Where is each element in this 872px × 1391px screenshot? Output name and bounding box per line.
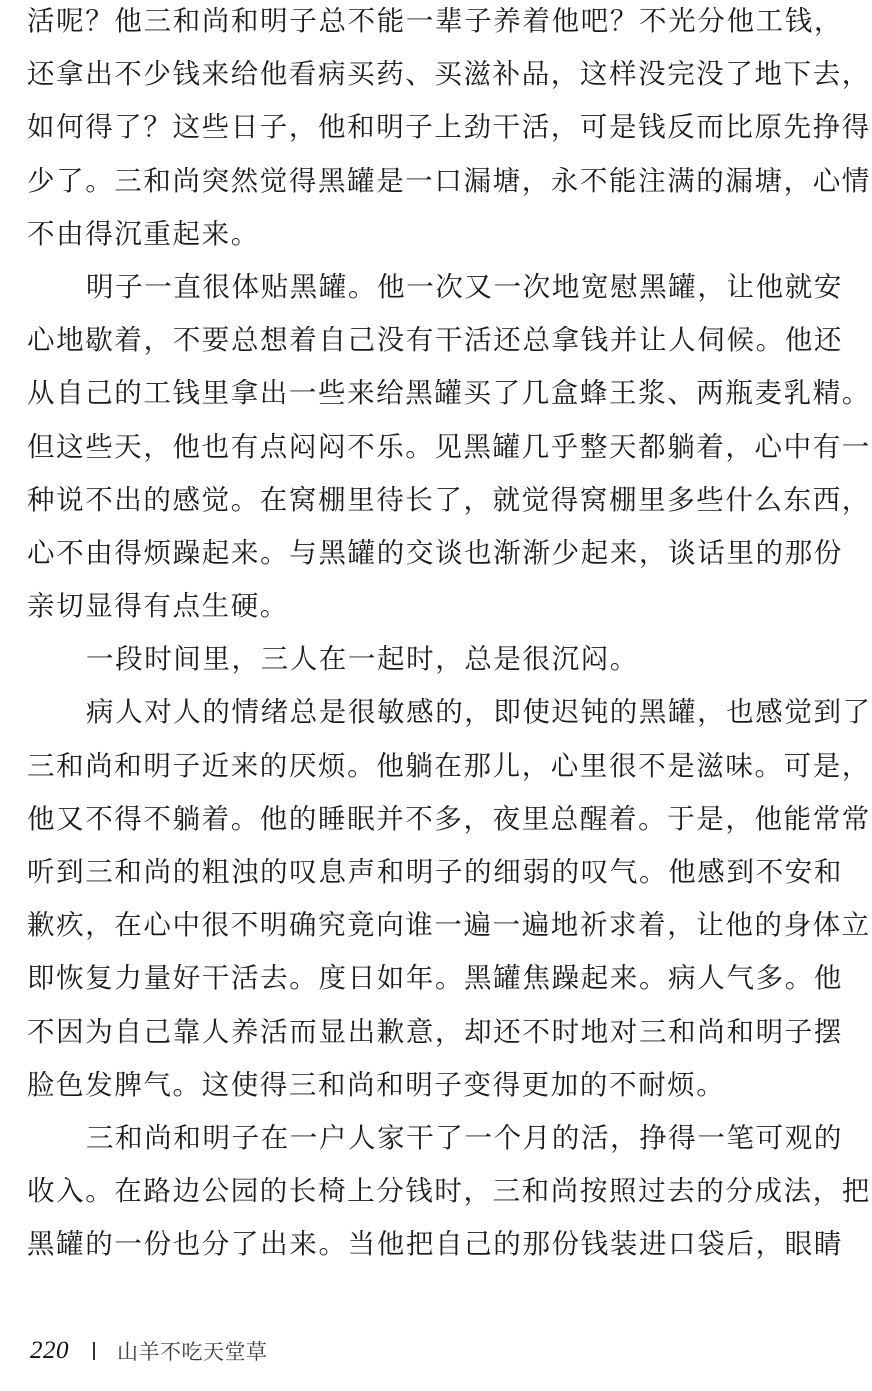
text-line: 病人对人的情绪总是很敏感的，即使迟钝的黑罐，也感觉到了 <box>86 696 872 729</box>
page-body-text <box>27 0 872 1272</box>
text-line: 如何得了？这些日子，他和明子上劲干活，可是钱反而比原先挣得 <box>27 111 871 144</box>
text-line: 他又不得不躺着。他的睡眠并不多，夜里总醒着。于是，他能常常 <box>27 802 871 835</box>
page-number: 220 <box>30 1337 69 1364</box>
text-line: 一段时间里，三人在一起时，总是很沉闷。 <box>86 643 639 676</box>
text-line: 脸色发脾气。这使得三和尚和明子变得更加的不耐烦。 <box>27 1068 726 1101</box>
text-line: 亲切显得有点生硬。 <box>27 590 289 623</box>
page-footer <box>30 1333 268 1369</box>
text-line: 三和尚和明子在一户人家干了一个月的活，挣得一笔可观的 <box>86 1121 843 1154</box>
book-title: 山羊不吃天堂草 <box>117 1340 268 1364</box>
text-line: 但这些天，他也有点闷闷不乐。见黑罐几乎整天都躺着，心中有一 <box>27 430 871 463</box>
text-line: 歉疚，在心中很不明确究竟向谁一遍一遍地祈求着，让他的身体立 <box>27 909 871 942</box>
text-line: 收入。在路边公园的长椅上分钱时，三和尚按照过去的分成法，把 <box>27 1175 871 1208</box>
text-line: 种说不出的感觉。在窝棚里待长了，就觉得窝棚里多些什么东西， <box>27 483 871 516</box>
text-line: 三和尚和明子近来的厌烦。他躺在那儿，心里很不是滋味。可是， <box>27 749 871 782</box>
text-line: 不由得沉重起来。 <box>27 217 260 250</box>
text-line: 听到三和尚的粗浊的叹息声和明子的细弱的叹气。他感到不安和 <box>27 856 843 888</box>
text-line: 黑罐的一份也分了出来。当他把自己的那份钱装进口袋后，眼睛 <box>27 1228 843 1261</box>
text-line: 不因为自己靠人养活而显出歉意，却还不时地对三和尚和明子摆 <box>27 1015 843 1048</box>
text-line: 还拿出不少钱来给他看病买药、买滋补品，这样没完没了地下去， <box>27 58 871 91</box>
text-line: 活呢？他三和尚和明子总不能一辈子养着他吧？不光分他工钱， <box>27 5 843 37</box>
text-line: 明子一直很体贴黑罐。他一次又一次地宽慰黑罐，让他就安 <box>86 270 843 303</box>
text-line: 即恢复力量好干活去。度日如年。黑罐焦躁起来。病人气多。他 <box>27 962 843 995</box>
text-line: 少了。三和尚突然觉得黑罐是一口漏塘，永不能注满的漏塘，心情 <box>27 164 871 197</box>
text-line: 心地歇着，不要总想着自己没有干活还总拿钱并让人伺候。他还 <box>27 324 843 357</box>
text-line: 心不由得烦躁起来。与黑罐的交谈也渐渐少起来，谈话里的那份 <box>27 536 843 569</box>
text-line: 从自己的工钱里拿出一些来给黑罐买了几盒蜂王浆、两瓶麦乳精。 <box>27 377 871 410</box>
footer-divider <box>93 1342 95 1360</box>
